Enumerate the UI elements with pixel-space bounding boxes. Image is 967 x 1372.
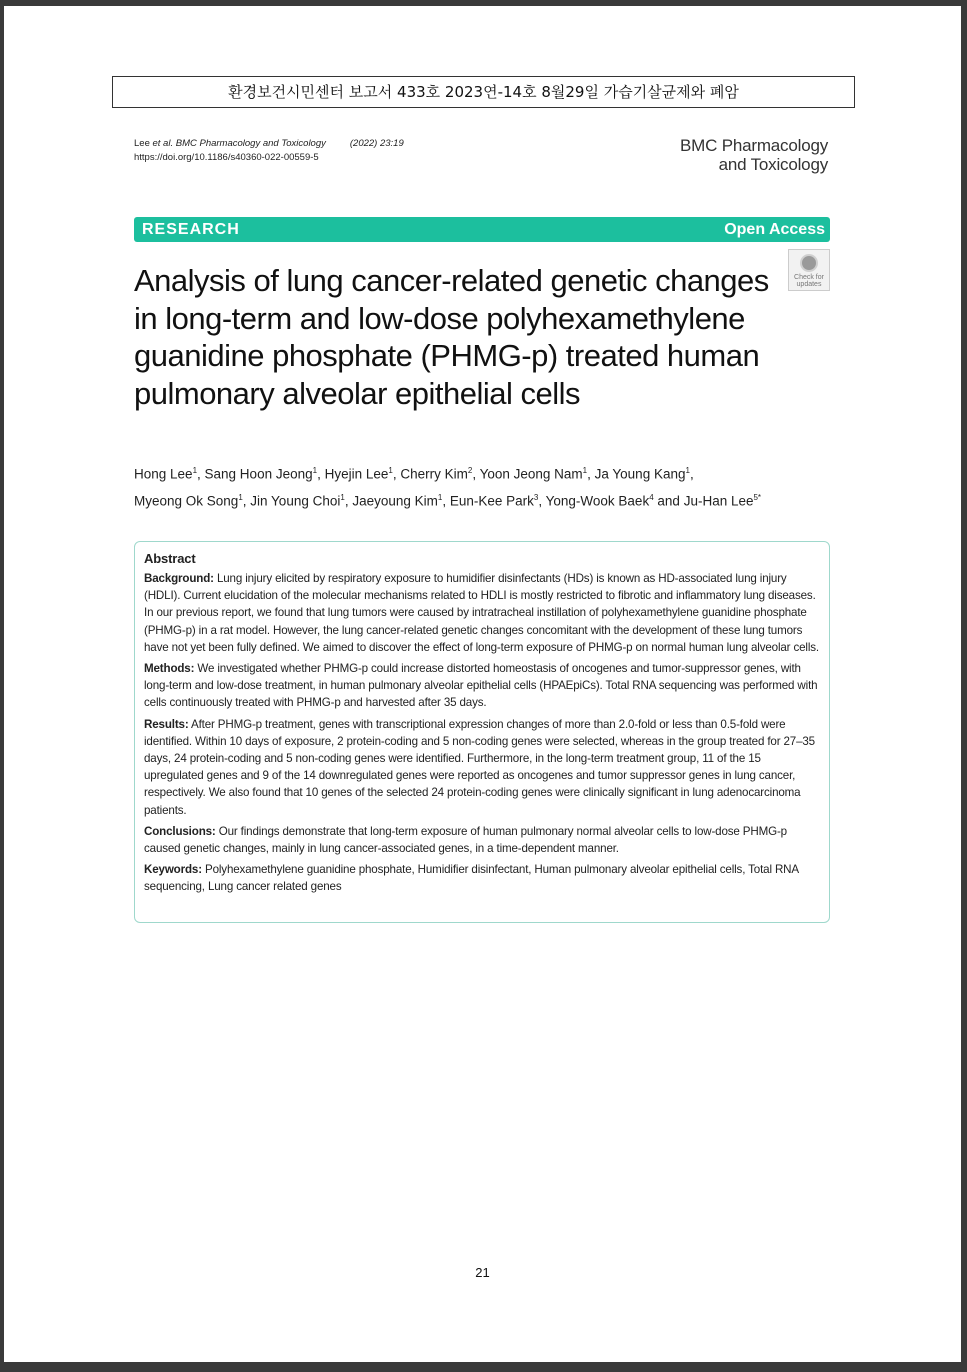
citation-year: (2022) 23:19 bbox=[349, 138, 404, 149]
author-separator: , bbox=[538, 493, 546, 508]
author-name: Jin Young Choi bbox=[250, 493, 341, 508]
author-separator: and bbox=[653, 493, 684, 508]
author-name: Yoon Jeong Nam bbox=[479, 466, 583, 482]
abstract-keywords: Keywords: Polyhexamethylene guanidine phosphate, Humidifier disinfectant, Human pulmonary alveolar epithelial cells, Total RNA sequencing, Lung cancer related genes bbox=[144, 863, 799, 894]
check-updates-icon bbox=[800, 254, 818, 272]
abstract-heading: Abstract bbox=[144, 551, 196, 566]
page-number: 21 bbox=[475, 1265, 490, 1280]
journal-logo: BMC Pharmacology and Toxicology bbox=[680, 136, 828, 174]
author-separator: , bbox=[197, 466, 205, 482]
author-affiliation: 1 bbox=[437, 492, 443, 502]
author-name: Sang Hoon Jeong bbox=[204, 466, 313, 482]
citation-journal: et al. BMC Pharmacology and Toxicology bbox=[152, 138, 326, 149]
article-title: Analysis of lung cancer-related genetic changes in long-term and low-dose polyhexamethylene guanidine phosphate (PHMG-p) treated human pulmonary alveolar epithelial cells bbox=[134, 263, 769, 411]
author-affiliation: 5* bbox=[753, 492, 762, 502]
author-name: Yong-Wook Baek bbox=[545, 493, 650, 508]
author-affiliation: 4 bbox=[649, 492, 654, 502]
citation-block bbox=[134, 137, 404, 165]
author-separator: , bbox=[242, 493, 251, 508]
author-name: Jaeyoung Kim bbox=[352, 493, 438, 508]
author-separator: , bbox=[344, 493, 353, 508]
author-name: Eun-Kee Park bbox=[449, 493, 534, 508]
author-name: Cherry Kim bbox=[400, 466, 468, 482]
author-affiliation: 1 bbox=[192, 466, 198, 475]
author-separator: , bbox=[689, 466, 694, 482]
author-affiliation: 1 bbox=[582, 466, 588, 475]
author-separator: , bbox=[587, 466, 595, 482]
author-separator: , bbox=[392, 466, 401, 482]
article-type-bar bbox=[134, 217, 830, 242]
author-name: Hyejin Lee bbox=[324, 466, 389, 482]
report-banner: 환경보건시민센터 보고서 433호 2023연-14호 8월29일 가습기살균제와 폐암 bbox=[112, 76, 855, 108]
author-name: Myeong Ok Song bbox=[134, 493, 239, 508]
research-label: RESEARCH bbox=[142, 221, 240, 238]
abstract-conclusions: Conclusions: Our findings demonstrate that long-term exposure of human pulmonary normal alveolar cells to low-dose PHMG-p caused genetic changes, mainly in lung cancer-associated genes, in a time-dependent manner. bbox=[144, 824, 787, 856]
author-name: Ju-Han Lee bbox=[683, 493, 754, 508]
author-affiliation: 1 bbox=[340, 492, 345, 502]
author-affiliation: 2 bbox=[467, 466, 473, 475]
author-affiliation: 1 bbox=[312, 466, 318, 475]
author-name: Hong Lee bbox=[134, 466, 193, 482]
author-affiliation: 1 bbox=[685, 466, 690, 475]
abstract-background: Background: Lung injury elicited by respiratory exposure to humidifier disinfectants (HDs) is known as HD-associated lung injury (HDLI). Current elucidation of the molecular mechanisms related to HDLI is mostly restricted to fibrotic and inflammatory lung diseases. In our previous report, we found that lung tumors were caused by intratracheal instillation of polyhexamethylene guanidine phosphate (PHMG-p) in a rat model. However, the lung cancer-related genetic changes concomitant with the development of these lung tumors have not yet been fully defined. We aimed to discover the effect of long-term exposure of PHMG-p on normal human lung alveolar cells. bbox=[144, 572, 819, 654]
document-page bbox=[4, 6, 961, 1362]
abstract-methods: Methods: We investigated whether PHMG-p could increase distorted homeostasis of oncogenes and tumor-suppressor genes, with long-term and low-dose treatment, in human pulmonary alveolar epithelial cells (HPAEpiCs). Total RNA sequencing was performed with cells continuously treated with PHMG-p and harvested after 35 days. bbox=[144, 662, 818, 710]
open-access-label: Open Access bbox=[724, 221, 825, 238]
abstract-box bbox=[134, 541, 830, 923]
author-affiliation: 3 bbox=[533, 492, 539, 502]
check-updates-text: Check for updates bbox=[794, 274, 824, 288]
check-for-updates-button[interactable] bbox=[788, 249, 830, 291]
abstract-results: Results: After PHMG-p treatment, genes with transcriptional expression changes of more than 2.0-fold or less than 0.5-fold were identified. Within 10 days of exposure, 2 protein-coding and 5 non-coding genes were selected, whereas in the group treated for 27–35 days, 24 protein-coding and 5 non-coding genes were identified. Furthermore, in the long-term treatment group, 11 of the 15 upregulated genes and 9 of the 14 downregulated genes were reported as oncogenes and tumor suppressor genes in lung cancer, respectively. We also found that 10 genes of the selected 24 protein-coding genes were clinically significant in lung adenocarcinoma patients. bbox=[144, 717, 815, 817]
author-separator: , bbox=[472, 466, 480, 482]
author-affiliation: 1 bbox=[388, 466, 393, 475]
doi-link[interactable]: https://doi.org/10.1186/s40360-022-00559-5 bbox=[134, 152, 319, 163]
author-name: Ja Young Kang bbox=[594, 466, 686, 482]
author-separator: , bbox=[442, 493, 450, 508]
author-separator: , bbox=[317, 466, 325, 482]
author-list bbox=[134, 459, 834, 512]
author-affiliation: 1 bbox=[238, 492, 243, 502]
citation-line: Lee et al. BMC Pharmacology and Toxicology (2022) 23:19 bbox=[134, 138, 404, 149]
